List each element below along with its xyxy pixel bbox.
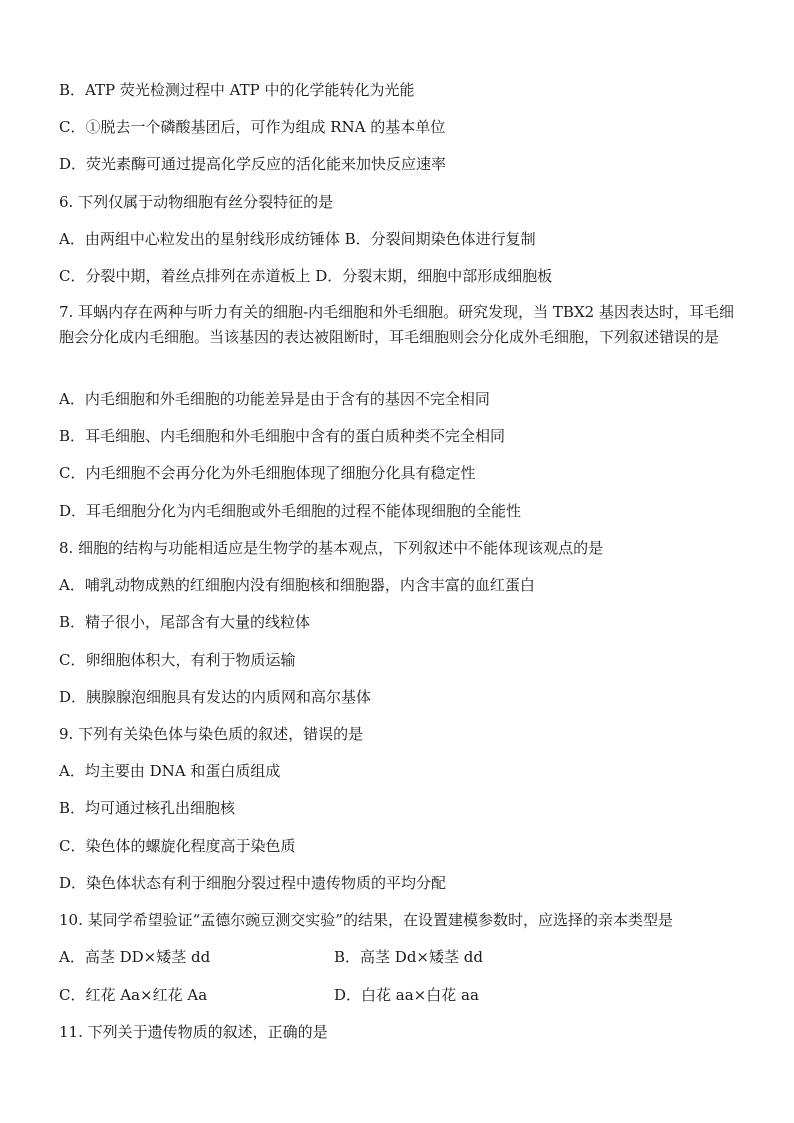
q8-stem: 8. 细胞的结构与功能相适应是生物学的基本观点，下列叙述中不能体现该观点的是 xyxy=(59,539,604,557)
q9-option-b: B．均可通过核孔出细胞核 xyxy=(59,799,236,817)
q5-option-c: C．①脱去一个磷酸基团后，可作为组成 RNA 的基本单位 xyxy=(59,118,446,136)
q5-option-d: D．荧光素酶可通过提高化学反应的活化能来加快反应速率 xyxy=(59,155,447,173)
q7-option-a: A．内毛细胞和外毛细胞的功能差异是由于含有的基因不完全相同 xyxy=(59,390,490,408)
q10-option-c: C．红花 Aa×红花 Aa xyxy=(59,986,208,1004)
q10-option-d: D．白花 aa×白花 aa xyxy=(334,986,479,1004)
q9-option-c: C．染色体的螺旋化程度高于染色质 xyxy=(59,837,296,855)
q8-option-a: A．哺乳动物成熟的红细胞内没有细胞核和细胞器，内含丰富的血红蛋白 xyxy=(59,576,535,594)
q10-stem: 10. 某同学希望验证“孟德尔豌豆测交实验”的结果，在设置建模参数时，应选择的亲本类型是 xyxy=(59,911,673,929)
q6-options-ab: A．由两组中心粒发出的星射线形成纺锤体 B．分裂间期染色体进行复制 xyxy=(59,230,536,248)
q5-option-b: B．ATP 荧光检测过程中 ATP 中的化学能转化为光能 xyxy=(59,81,415,99)
q9-option-d: D．染色体状态有利于细胞分裂过程中遗传物质的平均分配 xyxy=(59,874,447,892)
q9-stem: 9. 下列有关染色体与染色质的叙述，错误的是 xyxy=(59,725,364,743)
q9-option-a: A．均主要由 DNA 和蛋白质组成 xyxy=(59,762,281,780)
q11-stem: 11. 下列关于遗传物质的叙述，正确的是 xyxy=(59,1023,328,1041)
q6-stem: 6. 下列仅属于动物细胞有丝分裂特征的是 xyxy=(59,193,334,211)
q8-option-c: C．卵细胞体积大，有利于物质运输 xyxy=(59,651,296,669)
q7-option-b: B．耳毛细胞、内毛细胞和外毛细胞中含有的蛋白质种类不完全相同 xyxy=(59,427,506,445)
q7-stem: 7. 耳蜗内存在两种与听力有关的细胞-内毛细胞和外毛细胞。研究发现，当 TBX2 基因表达时，耳毛细胞会分化成内毛细胞。当该基因的表达被阻断时，耳毛细胞则会分化成外毛细胞，下列叙述错误的是 xyxy=(59,303,734,346)
q8-option-d: D．胰腺腺泡细胞具有发达的内质网和高尔基体 xyxy=(59,688,372,706)
q6-options-cd: C．分裂中期，着丝点排列在赤道板上 D．分裂末期，细胞中部形成细胞板 xyxy=(59,267,553,285)
q7-option-d: D．耳毛细胞分化为内毛细胞或外毛细胞的过程不能体现细胞的全能性 xyxy=(59,502,522,520)
q7-option-c: C．内毛细胞不会再分化为外毛细胞体现了细胞分化具有稳定性 xyxy=(59,464,476,482)
q8-option-b: B．精子很小，尾部含有大量的线粒体 xyxy=(59,613,311,631)
q10-option-a: A．高茎 DD×矮茎 dd xyxy=(59,948,211,966)
q10-option-b: B．高茎 Dd×矮茎 dd xyxy=(334,948,483,966)
